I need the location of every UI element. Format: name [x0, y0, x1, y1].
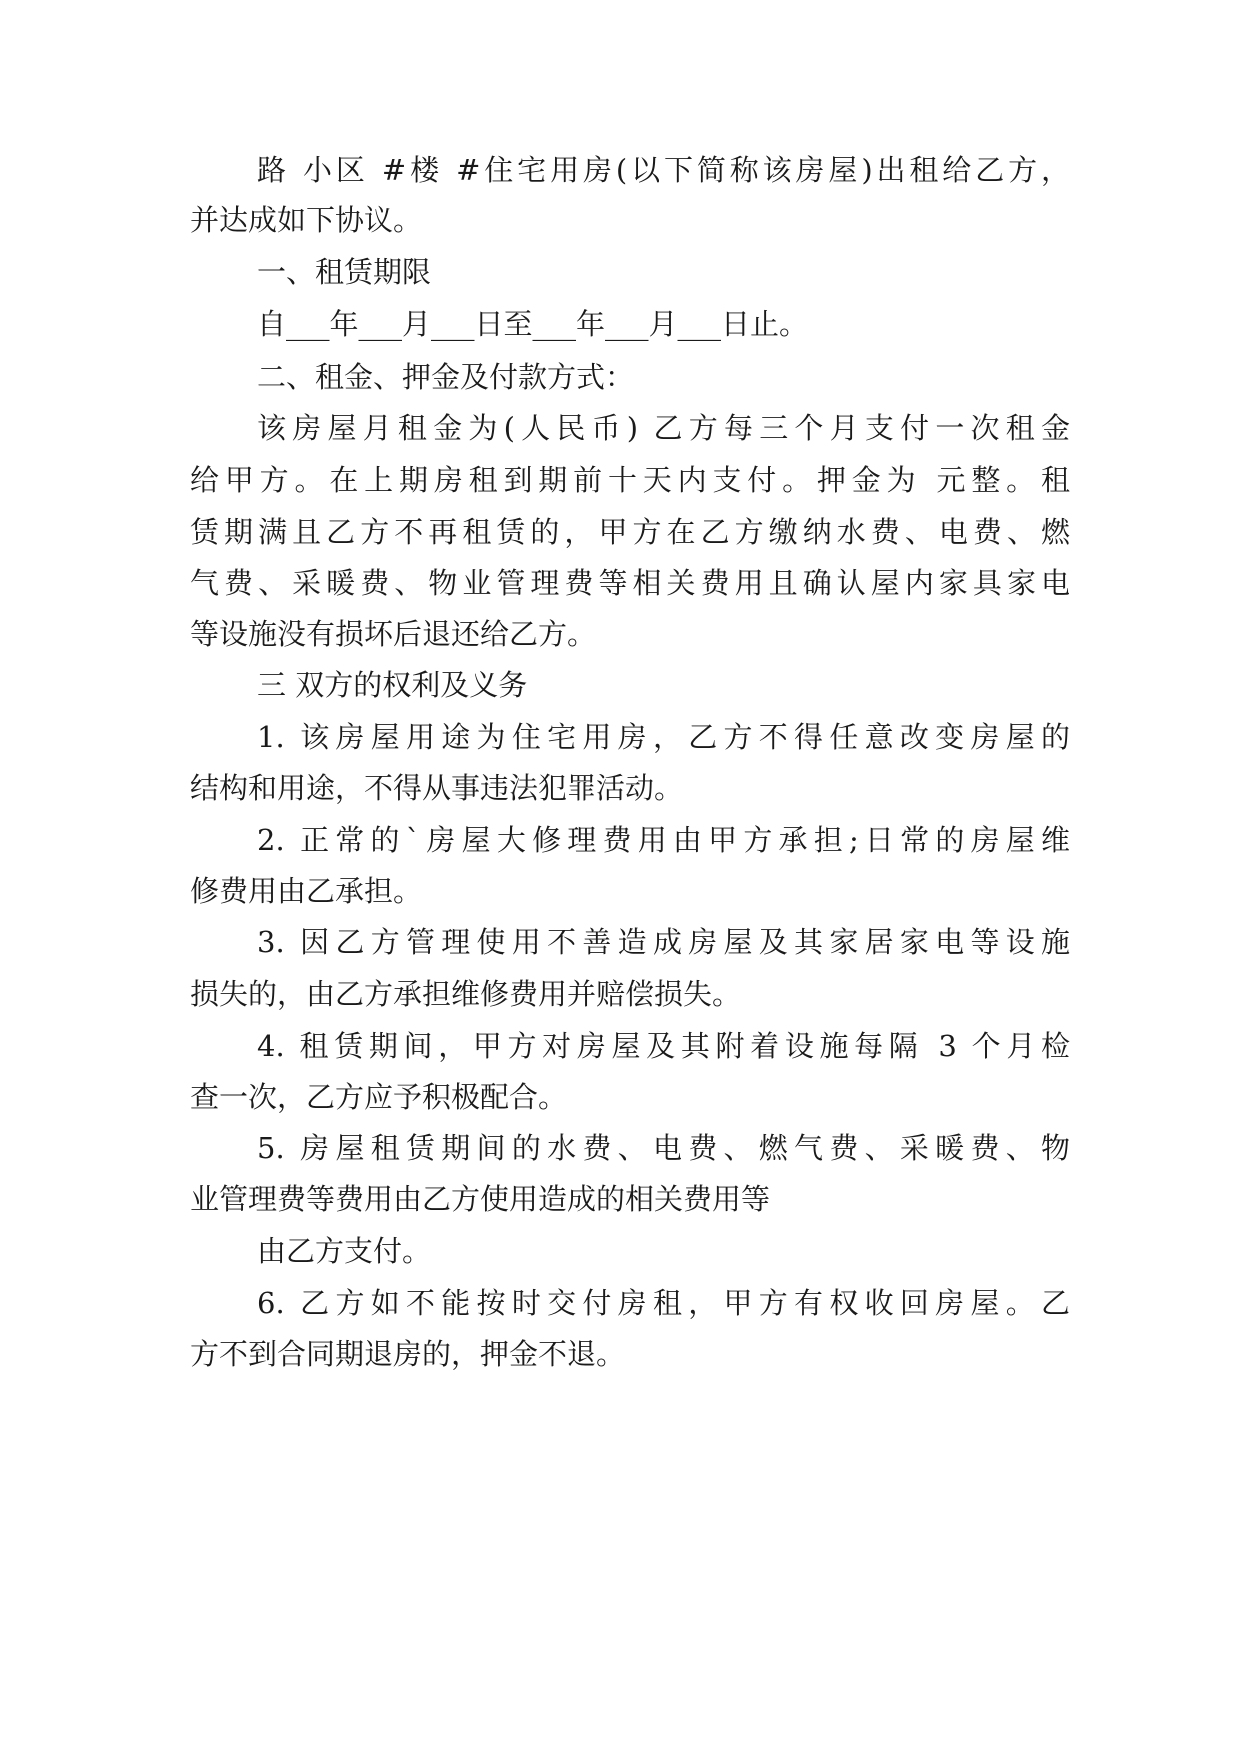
- section-heading: 二、租金、押金及付款方式：: [257, 360, 635, 394]
- paragraph-line: 赁期满且乙方不再租赁的，甲方在乙方缴纳水费、电费、燃: [190, 515, 1070, 549]
- paragraph-line: 该房屋月租金为(人民币) 乙方每三个月支付一次租金: [257, 411, 1070, 445]
- paragraph-line: 2. 正常的`房屋大修理费用由甲方承担;日常的房屋维: [257, 823, 1070, 857]
- paragraph-line: 3. 因乙方管理使用不善造成房屋及其家居家电等设施: [257, 925, 1070, 959]
- paragraph-line: 4. 租赁期间，甲方对房屋及其附着设施每隔 3 个月检: [257, 1029, 1070, 1063]
- paragraph-line: 由乙方支付。: [257, 1234, 432, 1268]
- paragraph-line: 6. 乙方如不能按时交付房租，甲方有权收回房屋。乙: [257, 1286, 1070, 1320]
- paragraph-line: 方不到合同期退房的，押金不退。: [190, 1337, 626, 1371]
- paragraph-line: 自___年___月___日至___年___月___日止。: [257, 307, 809, 341]
- paragraph-line: 5. 房屋租赁期间的水费、电费、燃气费、采暖费、物: [257, 1131, 1070, 1165]
- paragraph-line: 修费用由乙承担。: [190, 874, 423, 908]
- paragraph-line: 等设施没有损坏后退还给乙方。: [190, 617, 597, 651]
- paragraph-line: 路 小区 #楼 #住宅用房(以下简称该房屋)出租给乙方，: [257, 153, 1070, 187]
- paragraph-line: 查一次，乙方应予积极配合。: [190, 1080, 568, 1114]
- paragraph-line: 结构和用途，不得从事违法犯罪活动。: [190, 771, 684, 805]
- section-heading: 一、租赁期限: [257, 255, 432, 289]
- paragraph-line: 气费、采暖费、物业管理费等相关费用且确认屋内家具家电: [190, 566, 1070, 600]
- paragraph-line: 1. 该房屋用途为住宅用房，乙方不得任意改变房屋的: [257, 720, 1070, 754]
- paragraph-line: 给甲方。在上期房租到期前十天内支付。押金为 元整。租: [190, 463, 1070, 497]
- paragraph-line: 损失的，由乙方承担维修费用并赔偿损失。: [190, 977, 742, 1011]
- paragraph-line: 并达成如下协议。: [190, 203, 423, 237]
- section-heading: 三 双方的权利及义务: [257, 668, 528, 702]
- paragraph-line: 业管理费等费用由乙方使用造成的相关费用等: [190, 1182, 771, 1216]
